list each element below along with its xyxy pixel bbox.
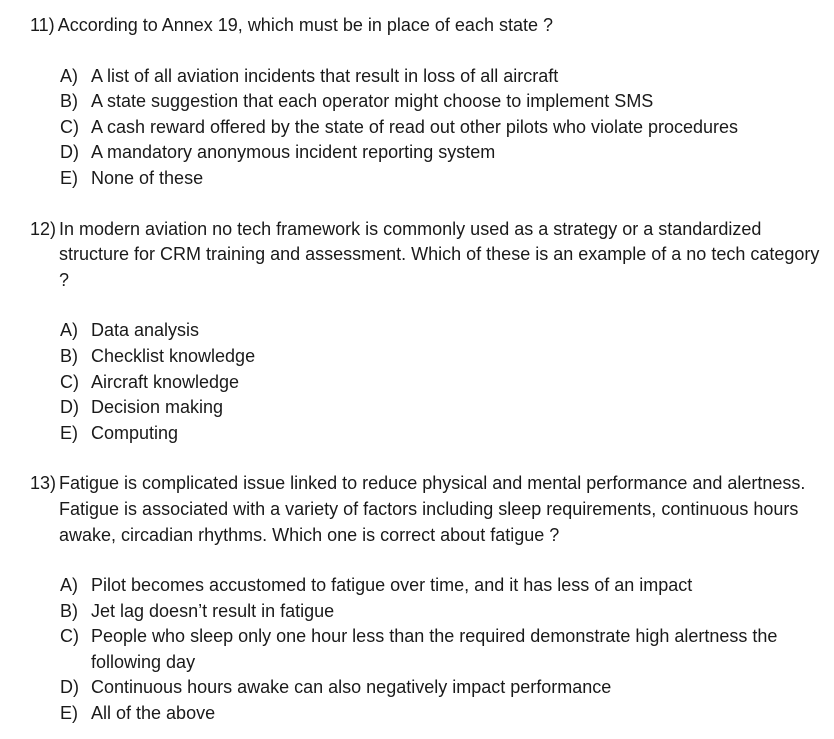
- question-stem: [30, 13, 824, 39]
- option-d: [30, 395, 824, 421]
- spacer: [30, 192, 824, 217]
- question-number: 11): [30, 15, 55, 35]
- option-c: [30, 370, 824, 396]
- question-text: Fatigue is complicated issue linked to reduce physical and mental performance and alertness. Fatigue is associated with a variety of factors including sleep requirements, continuous hours awake, circadian rhythms. Which one is correct about fatigue ?: [59, 473, 806, 545]
- option-text: Aircraft knowledge: [91, 371, 240, 392]
- option-text: A cash reward offered by the state of read out other pilots who violate procedures: [91, 116, 739, 137]
- option-letter: C): [60, 371, 79, 392]
- option-letter: A): [60, 320, 78, 341]
- option-letter: B): [60, 345, 78, 366]
- option-letter: C): [60, 626, 79, 647]
- question-number: 13): [30, 473, 57, 494]
- option-text: A state suggestion that each operator might choose to implement SMS: [91, 91, 654, 112]
- question-text: In modern aviation no tech framework is commonly used as a strategy or a standardized structure for CRM training and assessment. Which of these is an example of a no tech category ?: [59, 218, 820, 290]
- option-letter: D): [60, 142, 79, 163]
- option-d: [30, 675, 824, 701]
- option-text: Decision making: [91, 397, 224, 418]
- option-text: Computing: [91, 422, 179, 443]
- option-text: All of the above: [91, 703, 216, 724]
- option-b: [30, 344, 824, 370]
- option-text: Checklist knowledge: [91, 345, 256, 366]
- option-e: [30, 701, 824, 727]
- option-text: People who sleep only one hour less than the required demonstrate high alertness the following day: [91, 626, 778, 672]
- option-letter: D): [60, 677, 79, 698]
- option-letter: B): [60, 600, 78, 621]
- question-12: [30, 217, 824, 447]
- option-c: [30, 624, 824, 675]
- option-text: A list of all aviation incidents that result in loss of all aircraft: [91, 65, 559, 86]
- option-text: Continuous hours awake can also negatively impact performance: [91, 677, 612, 698]
- option-letter: E): [60, 703, 78, 724]
- question-number: 12): [30, 218, 57, 239]
- option-letter: C): [60, 116, 79, 137]
- option-e: [30, 421, 824, 447]
- question-stem: [30, 471, 824, 548]
- options-list: [30, 318, 824, 446]
- options-list: [30, 573, 824, 727]
- question-stem: [30, 217, 824, 294]
- option-a: [30, 573, 824, 599]
- option-d: [30, 140, 824, 166]
- option-text: Jet lag doesn’t result in fatigue: [91, 600, 335, 621]
- option-letter: E): [60, 167, 78, 188]
- option-b: [30, 89, 824, 115]
- option-letter: E): [60, 422, 78, 443]
- option-text: Pilot becomes accustomed to fatigue over time, and it has less of an impact: [91, 575, 693, 596]
- option-c: [30, 115, 824, 141]
- option-a: [30, 318, 824, 344]
- option-text: Data analysis: [91, 320, 200, 341]
- option-letter: D): [60, 397, 79, 418]
- option-text: None of these: [91, 167, 204, 188]
- question-text: According to Annex 19, which must be in place of each state ?: [57, 15, 553, 35]
- options-list: [30, 64, 824, 192]
- option-letter: B): [60, 91, 78, 112]
- spacer: [30, 446, 824, 471]
- option-e: [30, 166, 824, 192]
- option-letter: A): [60, 575, 78, 596]
- option-text: A mandatory anonymous incident reporting system: [91, 142, 496, 163]
- option-letter: A): [60, 65, 78, 86]
- question-11: [30, 13, 824, 192]
- question-13: [30, 471, 824, 726]
- option-b: [30, 599, 824, 625]
- option-a: [30, 64, 824, 90]
